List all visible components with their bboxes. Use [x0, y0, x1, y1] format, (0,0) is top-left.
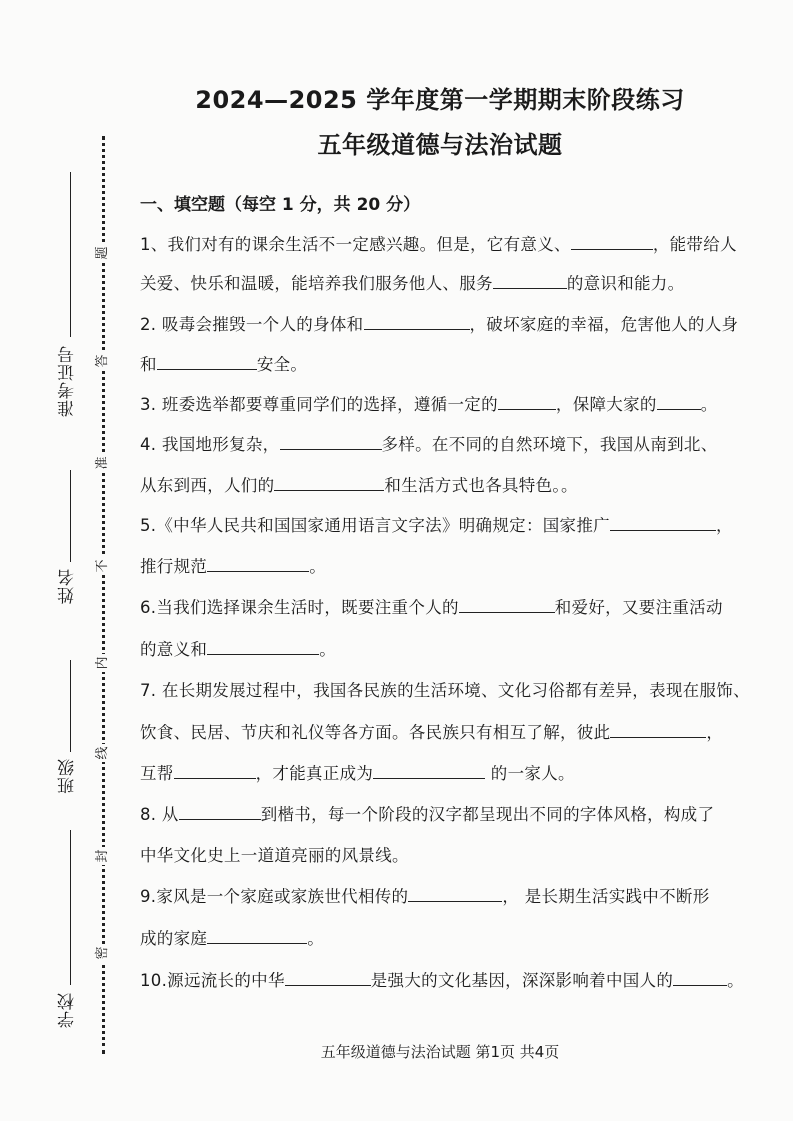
question-5-line1 — [140, 512, 745, 536]
q9-text-a: 9.家风是一个家庭或家族世代相传的 — [140, 887, 409, 906]
q7-text-b: 饮食、民居、节庆和礼仪等各方面。各民族只有相互了解，彼此 — [140, 723, 611, 742]
answer-blank[interactable] — [459, 596, 555, 613]
q2-text-a: 2. 吸毒会摧毁一个人的身体和 — [140, 315, 364, 334]
seal-char: 不 — [95, 557, 111, 575]
q10-text-c: 。 — [727, 971, 744, 990]
q9-text-d: 。 — [307, 929, 325, 948]
q1-text-a: 1、我们对有的课余生活不一定感兴趣。但是，它有意义、 — [140, 235, 571, 254]
seal-char: 封 — [95, 847, 111, 865]
q6-text-c: 的意义和 — [140, 640, 208, 659]
school-blank — [70, 830, 71, 985]
class-blank — [70, 660, 71, 752]
q2-text-b: ，破坏家庭的幸福，危害他人的人身 — [469, 315, 739, 334]
q8-text-c: 中华文化史上一道道亮丽的风景线。 — [140, 846, 409, 865]
seal-dotted-line — [102, 136, 105, 1054]
answer-blank[interactable] — [673, 969, 727, 986]
answer-blank[interactable] — [207, 555, 309, 572]
q7-text-e: ，才能真正成为 — [255, 764, 374, 783]
q6-text-d: 。 — [319, 640, 337, 659]
answer-blank[interactable] — [408, 885, 502, 902]
answer-blank[interactable] — [280, 433, 382, 450]
q2-text-c: 和 — [140, 355, 157, 374]
question-6-line1 — [140, 594, 745, 618]
q9-text-c: 成的家庭 — [140, 929, 208, 948]
class-label: 班级 — [58, 758, 78, 794]
seal-char: 内 — [95, 654, 111, 672]
question-7-line3 — [140, 760, 745, 784]
section-heading: 一、填空题（每空 1 分，共 20 分） — [140, 195, 421, 215]
q6-text-b: 和爱好，又要注重活动 — [554, 598, 723, 617]
q8-text-a: 8. 从 — [140, 805, 179, 824]
q5-text-d: 。 — [309, 557, 327, 576]
q9-text-b: ， 是长期生活实践中不断形 — [502, 887, 710, 906]
answer-blank[interactable] — [610, 721, 706, 738]
q10-text-b: 是强大的文化基因，深深影响着中国人的 — [370, 971, 674, 990]
answer-blank[interactable] — [498, 393, 556, 410]
q5-text-c: 推行规范 — [140, 557, 208, 576]
name-blank — [70, 470, 71, 562]
question-9-line2 — [140, 925, 745, 949]
q8-text-b: 到楷书，每一个阶段的汉字都呈现出不同的字体风格，构成了 — [260, 805, 715, 824]
answer-blank[interactable] — [157, 353, 257, 370]
q4-text-d: 和生活方式也各具特色。。 — [384, 476, 578, 495]
name-label: 姓名 — [58, 568, 78, 604]
q6-text-a: 6.当我们选择课余生活时，既要注重个人的 — [140, 598, 459, 617]
q4-text-b: 多样。在不同的自然环境下，我国从南到北、 — [381, 435, 718, 454]
school-label: 学校 — [58, 992, 78, 1028]
answer-blank[interactable] — [657, 393, 701, 410]
q4-text-c: 从东到西，人们的 — [140, 476, 275, 495]
answer-blank[interactable] — [207, 927, 307, 944]
question-2-line2 — [140, 351, 745, 375]
q7-text-d: 互帮 — [140, 764, 174, 783]
q7-text-f: 的一家人。 — [485, 764, 575, 783]
question-8-line2 — [140, 842, 745, 866]
q1-text-b: ，能带给人 — [652, 235, 737, 254]
question-8-line1 — [140, 801, 745, 825]
answer-blank[interactable] — [207, 638, 319, 655]
seal-char: 线 — [95, 744, 111, 762]
q3-text-b: ，保障大家的 — [555, 395, 657, 414]
answer-blank[interactable] — [285, 969, 371, 986]
question-7-line1 — [140, 677, 750, 701]
answer-blank[interactable] — [364, 313, 470, 330]
seal-char: 题 — [95, 244, 111, 262]
q2-text-d: 安全。 — [256, 355, 308, 374]
question-7-line2 — [140, 719, 745, 743]
q10-text-a: 10.源远流长的中华 — [140, 971, 285, 990]
question-3-line1 — [140, 391, 745, 415]
answer-blank[interactable] — [610, 514, 716, 531]
exam-title-line1: 2024—2025 学年度第一学期期末阶段练习 — [195, 86, 685, 114]
exam-title-line2: 五年级道德与法治试题 — [317, 131, 563, 159]
question-6-line2 — [140, 636, 745, 660]
seal-char: 准 — [95, 454, 111, 472]
q3-text-c: 。 — [700, 395, 718, 414]
question-2-line1 — [140, 311, 745, 335]
question-4-line2 — [140, 472, 745, 496]
answer-blank[interactable] — [493, 272, 567, 289]
question-1-line1 — [140, 231, 745, 255]
question-5-line2 — [140, 553, 745, 577]
answer-blank[interactable] — [274, 474, 384, 491]
question-10-line1 — [140, 967, 745, 991]
answer-blank[interactable] — [179, 803, 261, 820]
q4-text-a: 4. 我国地形复杂， — [140, 435, 280, 454]
exam-id-blank — [70, 172, 71, 337]
question-4-line1 — [140, 431, 745, 455]
seal-char: 答 — [95, 352, 111, 370]
q7-text-c: ， — [706, 723, 724, 742]
q3-text-a: 3. 班委选举都要尊重同学们的选择，遵循一定的 — [140, 395, 498, 414]
answer-blank[interactable] — [571, 233, 653, 250]
question-9-line1 — [140, 883, 745, 907]
q5-text-b: ， — [715, 516, 733, 535]
answer-blank[interactable] — [174, 762, 256, 779]
seal-char: 密 — [95, 944, 111, 962]
q7-text-a: 7. 在长期发展过程中，我国各民族的生活环境、文化习俗都有差异，表现在服饰、 — [140, 681, 750, 700]
q5-text-a: 5.《中华人民共和国国家通用语言文字法》明确规定：国家推广 — [140, 516, 610, 535]
exam-id-label: 准考证号 — [58, 345, 78, 417]
answer-blank[interactable] — [373, 762, 485, 779]
q1-text-d: 的意识和能力。 — [566, 274, 685, 293]
page-footer: 五年级道德与法治试题 第1页 共4页 — [320, 1043, 560, 1061]
question-1-line2 — [140, 270, 745, 294]
q1-text-c: 关爱、快乐和温暖，能培养我们服务他人、服务 — [140, 274, 493, 293]
